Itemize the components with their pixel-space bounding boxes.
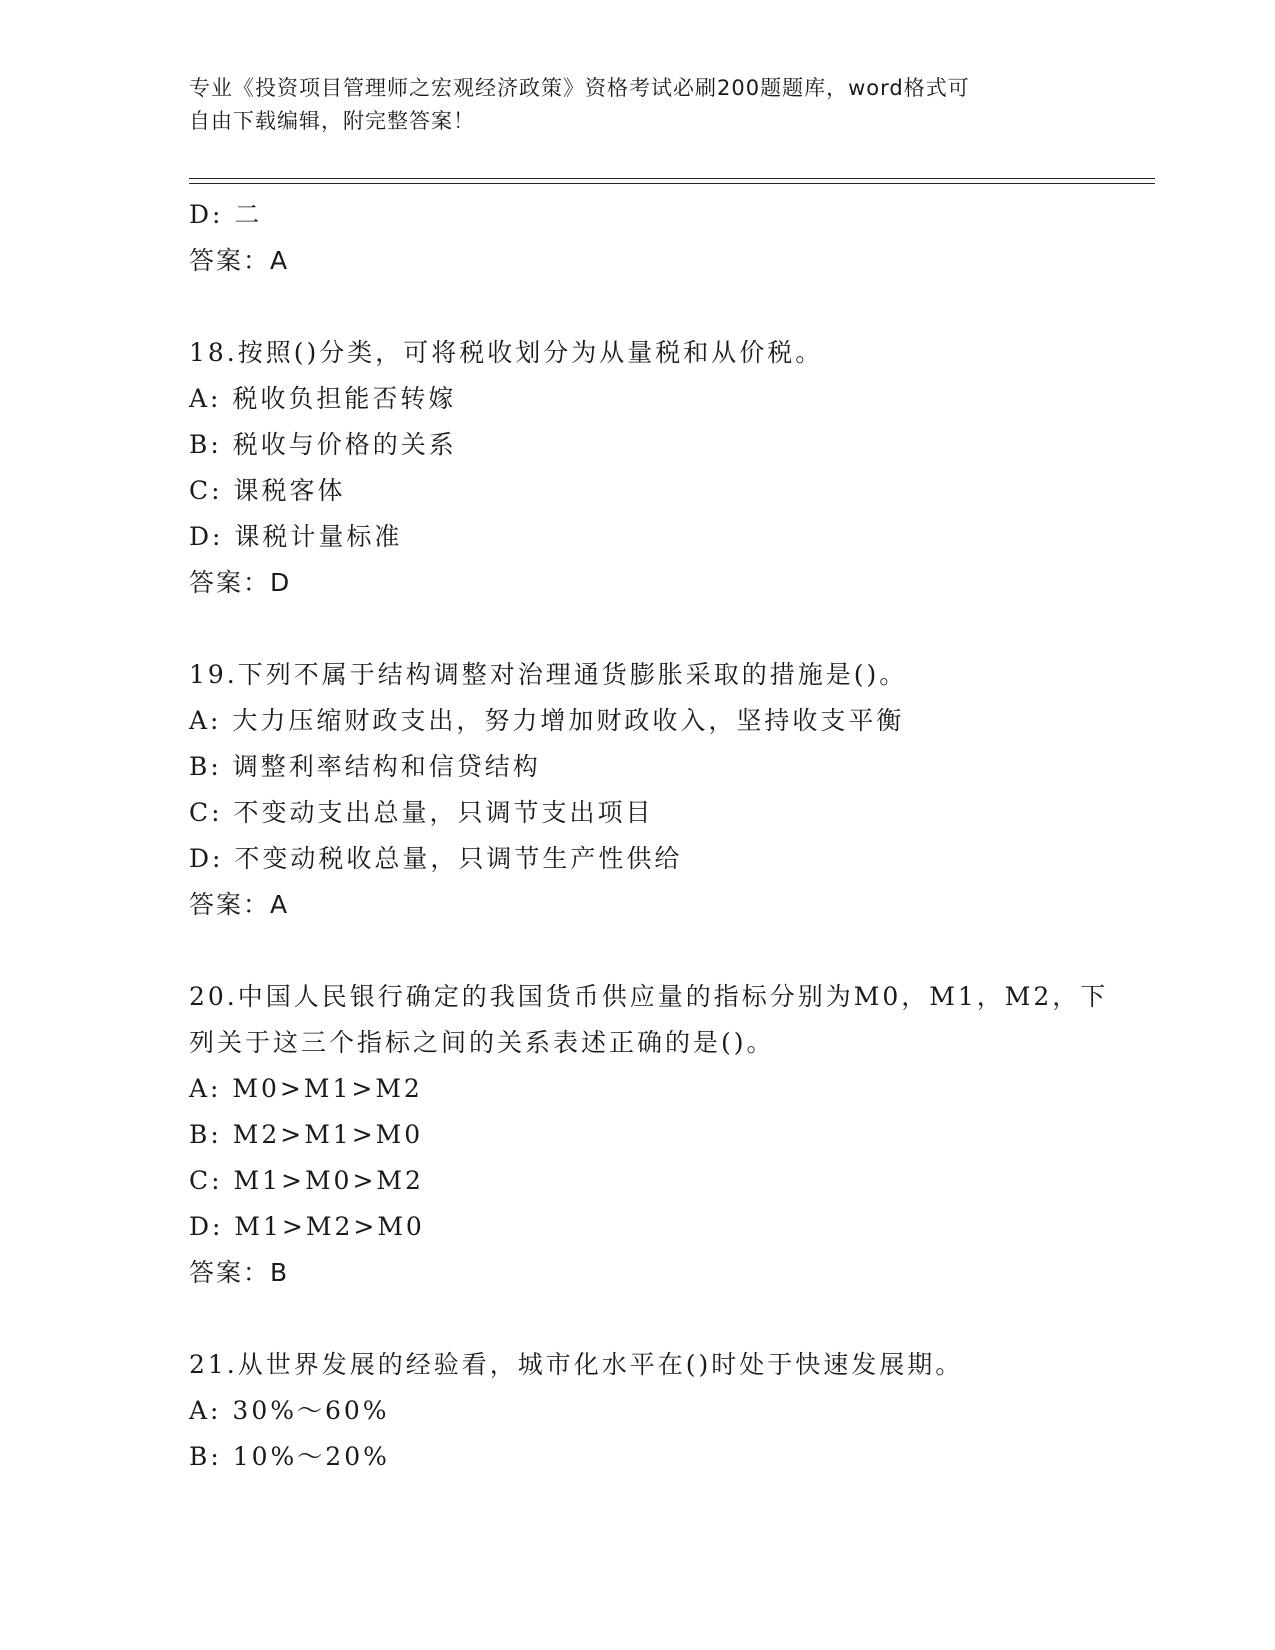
question-stem-line-2: 列关于这三个指标之间的关系表述正确的是()。: [189, 1028, 775, 1057]
option-b: B: M2>M1>M0: [189, 1120, 424, 1149]
question-19: [189, 652, 1149, 928]
option-b: B: 10%～20%: [189, 1442, 390, 1471]
option-c: C: M1>M0>M2: [189, 1166, 424, 1195]
question-20: [189, 974, 1149, 1296]
header-divider-bottom: [189, 183, 1155, 184]
spacer: [189, 606, 1149, 652]
answer-line: 答案：A: [189, 246, 290, 275]
spacer: [189, 1296, 1149, 1342]
question-prev: [189, 192, 1149, 284]
spacer: [189, 284, 1149, 330]
option-d: D: 课税计量标准: [189, 522, 403, 551]
question-stem-line-1: 20.中国人民银行确定的我国货币供应量的指标分别为M0，M1，M2，下: [189, 982, 1109, 1011]
option-d: D: 不变动税收总量，只调节生产性供给: [189, 844, 683, 873]
answer-line: 答案：B: [189, 1258, 290, 1287]
option-b: B: 税收与价格的关系: [189, 430, 457, 459]
header-line-1: 专业《投资项目管理师之宏观经济政策》资格考试必刷200题题库，word格式可: [189, 76, 970, 100]
question-stem: 19.下列不属于结构调整对治理通货膨胀采取的措施是()。: [189, 660, 908, 689]
option-a: A: 30%～60%: [189, 1396, 390, 1425]
option-b: B: 调整利率结构和信贷结构: [189, 752, 541, 781]
option-d: D: 二: [189, 200, 263, 229]
question-list: [189, 192, 1149, 1480]
option-d: D: M1>M2>M0: [189, 1212, 425, 1241]
document-header: [189, 72, 1089, 138]
option-a: A: M0>M1>M2: [189, 1074, 423, 1103]
header-divider-top: [189, 178, 1155, 179]
question-18: [189, 330, 1149, 606]
answer-line: 答案：A: [189, 890, 290, 919]
header-line-2: 自由下载编辑，附完整答案！: [189, 109, 475, 133]
question-21: [189, 1342, 1149, 1480]
spacer: [189, 928, 1149, 974]
option-c: C: 课税客体: [189, 476, 346, 505]
option-a: A: 大力压缩财政支出，努力增加财政收入，坚持收支平衡: [189, 706, 905, 735]
option-c: C: 不变动支出总量，只调节支出项目: [189, 798, 654, 827]
answer-line: 答案：D: [189, 568, 292, 597]
question-stem: 21.从世界发展的经验看，城市化水平在()时处于快速发展期。: [189, 1350, 964, 1379]
option-a: A: 税收负担能否转嫁: [189, 384, 457, 413]
question-stem: 18.按照()分类，可将税收划分为从量税和从价税。: [189, 338, 824, 367]
